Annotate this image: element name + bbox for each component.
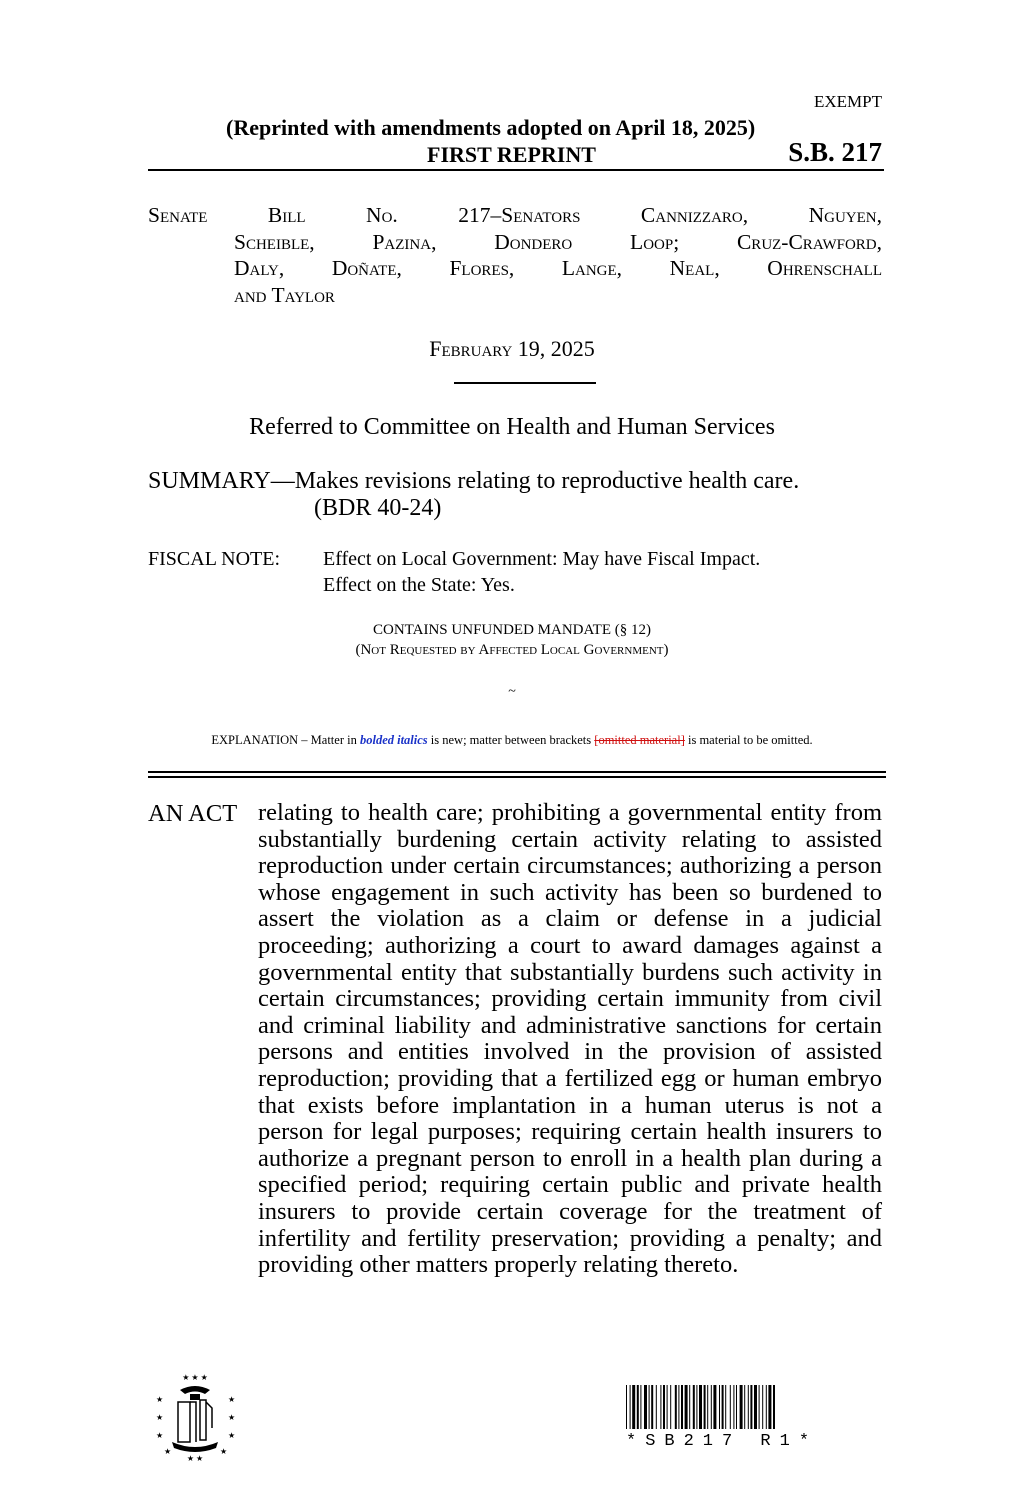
double-rule-bottom: [148, 776, 886, 778]
introduction-date: February 19, 2025: [429, 336, 595, 361]
barcode-icon: [626, 1385, 882, 1429]
section-mark: ~: [508, 684, 516, 699]
svg-text:★: ★: [156, 1413, 164, 1422]
svg-text:★: ★: [156, 1431, 164, 1440]
nevada-legislature-seal-icon: [150, 1372, 240, 1462]
sponsors-line-4: and Taylor: [234, 282, 335, 307]
summary-line-1: SUMMARY—Makes revisions relating to reproductive health care.: [148, 468, 800, 494]
svg-text:★ ★: ★ ★: [186, 1454, 204, 1462]
explanation-legend: [0, 733, 1024, 748]
explanation-prefix: EXPLANATION – Matter in: [211, 733, 360, 747]
sponsors-line-1: Senate Bill No. 217–Senators Cannizzaro, Nguyen,: [148, 203, 882, 227]
unfunded-mandate: CONTAINS UNFUNDED MANDATE (§ 12): [373, 622, 651, 638]
double-rule-top: [148, 771, 886, 773]
barcode-text: *SB217 R1*: [626, 1432, 819, 1451]
svg-text:★: ★: [228, 1395, 236, 1404]
fiscal-note-local: Effect on Local Government: May have Fiscal Impact.: [323, 548, 761, 570]
committee-referral: Referred to Committee on Health and Human Services: [249, 414, 775, 440]
sponsors-line-3: Daly, Doñate, Flores, Lange, Neal, Ohrenschall: [234, 256, 882, 280]
exempt-label: EXEMPT: [814, 92, 882, 111]
reprint-note: (Reprinted with amendments adopted on April 18, 2025): [226, 115, 756, 140]
header-rule: [148, 169, 884, 171]
bill-sponsors: [148, 202, 882, 308]
explanation-middle: is new; matter between brackets: [427, 733, 595, 747]
svg-text:★: ★: [164, 1447, 172, 1456]
first-reprint-label: FIRST REPRINT: [427, 142, 596, 167]
svg-text:★: ★: [228, 1431, 236, 1440]
svg-text:★ ★ ★: ★ ★ ★: [182, 1373, 208, 1382]
fiscal-note-state: Effect on the State: Yes.: [323, 574, 515, 596]
fiscal-note-label: FISCAL NOTE:: [148, 548, 281, 570]
svg-text:★: ★: [228, 1413, 236, 1422]
mandate-note: (Not Requested by Affected Local Government): [355, 642, 669, 658]
bill-number: S.B. 217: [788, 137, 882, 167]
date-divider: [454, 382, 596, 384]
summary-bdr: (BDR 40-24): [314, 495, 442, 521]
svg-text:★: ★: [220, 1447, 228, 1456]
svg-text:★: ★: [156, 1395, 164, 1404]
omitted-matter-sample: [omitted material]: [594, 733, 685, 747]
act-title-text: relating to health care; prohibiting a governmental entity from substantially burdening certain activity relating to assisted reproduction under certain circumstances; authorizing a person whose engagement in such activity has been so burdened to assert the violation as a claim or defense in a judicial proceeding; authorizing a court to award damages against a governmental entity that substantially burdens such activity in certain circumstances; providing certain immunity from civil and criminal liability and administrative sanctions for certain persons and entities involved in the provision of assisted reproduction; providing that a fertilized egg or human embryo that exists before implantation in a human uterus is not a person for legal purposes; requiring certain health insurers to authorize a pregnant person to enroll in a health plan during a specified period; requiring certain public and private health insurers to provide certain coverage for the treatment of infertility and fertility preservation; providing a penalty; and providing other matters properly relating thereto.: [258, 799, 882, 1279]
explanation-suffix: is material to be omitted.: [684, 733, 813, 747]
new-matter-sample: bolded italics: [359, 733, 428, 747]
sponsors-line-2: Scheible, Pazina, Dondero Loop; Cruz-Crawford,: [234, 229, 882, 254]
act-label: AN ACT: [148, 800, 238, 827]
